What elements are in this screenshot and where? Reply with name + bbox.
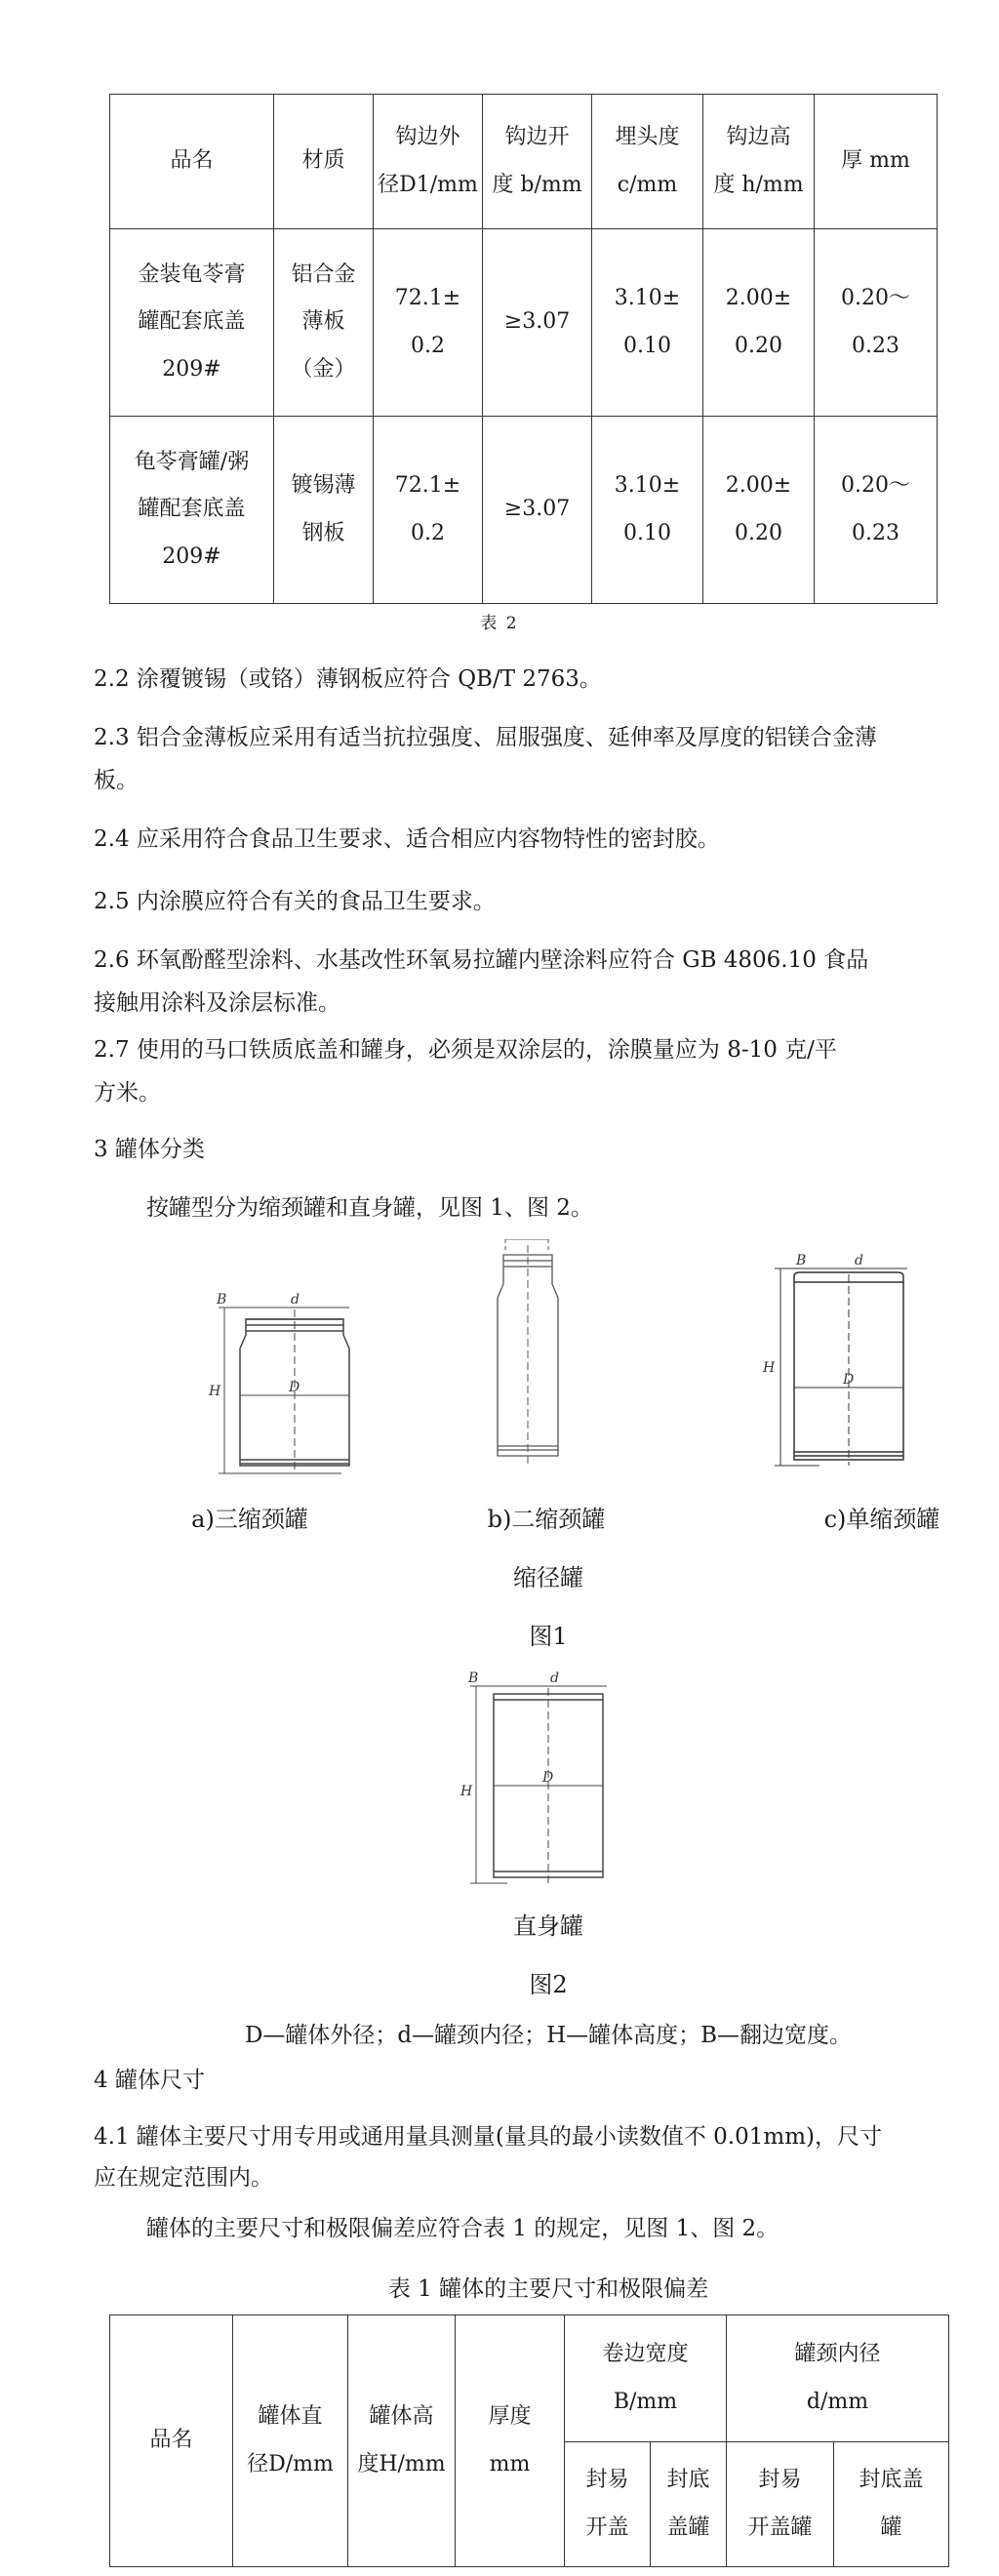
three-neck-can-drawing xyxy=(208,1292,349,1473)
label-B: B xyxy=(217,1292,227,1308)
header-cell: 厚 mm xyxy=(815,95,938,229)
label-d: d xyxy=(855,1253,863,1268)
header-cell: 钩边外 径D1/mm xyxy=(374,95,483,229)
table-2-caption: 表 2 xyxy=(480,614,519,633)
header-cell: 厚度 mm xyxy=(456,2315,565,2567)
label-H: H xyxy=(460,1784,473,1799)
paragraph-4-1: 4.1 罐体主要尺寸用专用或通用量具测量(量具的最小读数值不 0.01mm)，尺寸 xyxy=(94,2124,882,2150)
paragraph-2-7: 2.7 使用的马口铁质底盖和罐身，必须是双涂层的，涂膜量应为 8-10 克/平 xyxy=(94,1037,837,1063)
table-cell: 2.00± 0.20 xyxy=(703,417,815,604)
caption-two-neck-can: b)二缩颈罐 xyxy=(487,1506,606,1533)
paragraph-4-1-table-ref: 罐体的主要尺寸和极限偏差应符合表 1 的规定，见图 1、图 2。 xyxy=(146,2216,779,2241)
header-cell: 卷边宽度 B/mm xyxy=(565,2315,727,2442)
table-cell: 铝合金 薄板 （金） xyxy=(274,229,374,417)
table-row xyxy=(110,229,938,417)
figure-1-drawings xyxy=(176,1239,956,1493)
label-H: H xyxy=(763,1360,776,1376)
table-cell: 3.10± 0.10 xyxy=(592,417,703,604)
label-D: D xyxy=(542,1770,554,1786)
header-cell: 材质 xyxy=(274,95,374,229)
paragraph-2-4: 2.4 应采用符合食品卫生要求、适合相应内容物特性的密封胶。 xyxy=(94,826,720,852)
header-cell: 品名 xyxy=(110,95,274,229)
section-4-heading: 4 罐体尺寸 xyxy=(94,2068,205,2093)
figure-1-title: 图1 xyxy=(529,1623,568,1650)
table-cell: 72.1± 0.2 xyxy=(374,417,483,604)
label-D: D xyxy=(289,1380,300,1395)
figure-2-caption: 直身罐 xyxy=(513,1912,583,1940)
label-D: D xyxy=(843,1372,855,1388)
label-d: d xyxy=(291,1292,300,1308)
table-cell: ≥3.07 xyxy=(483,229,592,417)
table-row xyxy=(110,417,938,604)
label-B: B xyxy=(468,1670,479,1686)
caption-three-neck-can: a)三缩颈罐 xyxy=(191,1506,308,1533)
paragraph-2-3-cont: 板。 xyxy=(94,768,139,793)
table-2-header-row xyxy=(110,95,938,229)
table-cell: 3.10± 0.10 xyxy=(592,229,703,417)
paragraph-4-1-cont: 应在规定范围内。 xyxy=(94,2165,273,2191)
label-H: H xyxy=(209,1384,221,1399)
header-cell: 品名 xyxy=(110,2315,233,2567)
table-1-header-row xyxy=(110,2315,949,2442)
header-cell: 封易 开盖 xyxy=(565,2442,651,2567)
two-neck-can-drawing xyxy=(498,1239,558,1464)
section-3-heading: 3 罐体分类 xyxy=(94,1137,205,1162)
figure-2-legend: D—罐体外径；d—罐颈内径；H—罐体高度；B—翻边宽度。 xyxy=(244,2023,853,2048)
paragraph-2-6-cont: 接触用涂料及涂层标准。 xyxy=(94,990,340,1016)
label-B: B xyxy=(796,1253,807,1268)
figure-2-title: 图2 xyxy=(529,1971,568,1998)
figure-2-drawing xyxy=(459,1659,634,1893)
table-cell: 2.00± 0.20 xyxy=(703,229,815,417)
paragraph-2-3: 2.3 铝合金薄板应采用有适当抗拉强度、屈服强度、延伸率及厚度的铝镁合金薄 xyxy=(94,725,877,750)
header-cell: 封底盖 罐 xyxy=(834,2442,949,2567)
header-cell: 罐体高 度H/mm xyxy=(348,2315,456,2567)
label-d: d xyxy=(550,1670,559,1686)
paragraph-2-5: 2.5 内涂膜应符合有关的食品卫生要求。 xyxy=(94,889,496,914)
table-cell: 金装龟苓膏 罐配套底盖 209# xyxy=(110,229,274,417)
table-cell: 0.20～ 0.23 xyxy=(815,229,938,417)
header-cell: 埋头度 c/mm xyxy=(592,95,703,229)
table-1 xyxy=(109,2314,949,2567)
section-3-paragraph: 按罐型分为缩颈罐和直身罐，见图 1、图 2。 xyxy=(146,1195,593,1221)
table-1-title: 表 1 罐体的主要尺寸和极限偏差 xyxy=(387,2276,709,2302)
header-cell: 封底 盖罐 xyxy=(651,2442,727,2567)
table-cell: 镀锡薄 钢板 xyxy=(274,417,374,604)
paragraph-2-7-cont: 方米。 xyxy=(94,1080,161,1106)
caption-single-neck-can: c)单缩颈罐 xyxy=(823,1506,940,1533)
paragraph-2-2: 2.2 涂覆镀锡（或铬）薄钢板应符合 QB/T 2763。 xyxy=(94,666,602,692)
table-2 xyxy=(109,94,938,604)
header-cell: 钩边高 度 h/mm xyxy=(703,95,815,229)
header-cell: 罐体直 径D/mm xyxy=(233,2315,348,2567)
figure-1-subtitle: 缩径罐 xyxy=(513,1564,583,1591)
table-cell: 72.1± 0.2 xyxy=(374,229,483,417)
table-cell: 龟苓膏罐/粥 罐配套底盖 209# xyxy=(110,417,274,604)
header-cell: 封易 开盖罐 xyxy=(727,2442,834,2567)
header-cell: 钩边开 度 b/mm xyxy=(483,95,592,229)
table-cell: 0.20～ 0.23 xyxy=(815,417,938,604)
paragraph-2-6: 2.6 环氧酚醛型涂料、水基改性环氧易拉罐内壁涂料应符合 GB 4806.10 食品 xyxy=(94,947,869,973)
header-cell: 罐颈内径 d/mm xyxy=(727,2315,949,2442)
table-cell: ≥3.07 xyxy=(483,417,592,604)
single-neck-can-drawing xyxy=(762,1253,907,1466)
